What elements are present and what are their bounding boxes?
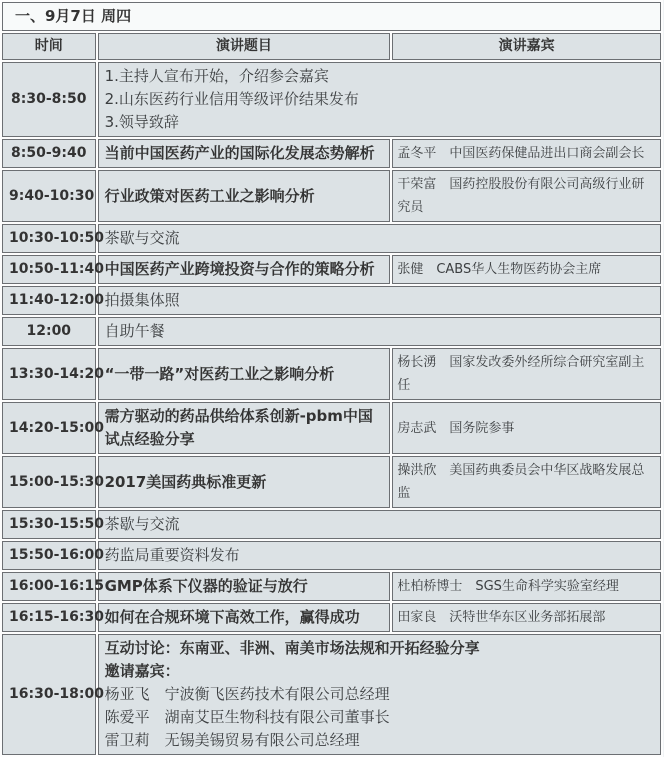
topic-cell (98, 170, 391, 222)
topic-line: 自助午餐 (104, 322, 165, 340)
schedule-row (2, 348, 661, 400)
topic-line: 1.主持人宣布开始，介绍参会嘉宾 (104, 67, 329, 85)
schedule-row (2, 170, 661, 222)
topic-line: 3.领导致辞 (104, 113, 179, 131)
guest-cell: 田家良 沃特世华东区业务部拓展部 (392, 603, 661, 632)
schedule-row (2, 572, 661, 601)
page-title: 一、9月7日 周四 (2, 2, 661, 31)
topic-line: 2017美国药典标准更新 (104, 472, 267, 491)
topic-line: 2.山东医药行业信用等级评价结果发布 (104, 90, 359, 108)
topic-cell (98, 572, 391, 601)
topic-line: 雷卫莉 无锡美锡贸易有限公司总经理 (104, 731, 360, 749)
topic-cell (98, 634, 661, 755)
time-cell: 10:30-10:50 (2, 224, 96, 253)
topic-line: 邀请嘉宾： (104, 662, 180, 680)
time-cell: 16:30-18:00 (2, 634, 96, 755)
guest-cell: 杜柏桥博士 SGS生命科学实验室经理 (392, 572, 661, 601)
topic-cell (98, 62, 661, 137)
schedule-row (2, 541, 661, 570)
guest-cell: 孟冬平 中国医药保健品进出口商会副会长 (392, 139, 661, 168)
schedule-row (2, 139, 661, 168)
time-cell: 15:30-15:50 (2, 510, 96, 539)
time-cell: 12:00 (2, 317, 96, 346)
topic-line: 茶歇与交流 (104, 515, 180, 533)
topic-line: 陈爱平 湖南艾臣生物科技有限公司董事长 (104, 708, 390, 726)
time-cell: 9:40-10:30 (2, 170, 96, 222)
time-cell: 10:50-11:40 (2, 255, 96, 284)
topic-cell (98, 456, 391, 508)
topic-cell (98, 317, 661, 346)
time-cell: 8:30-8:50 (2, 62, 96, 137)
topic-line: GMP体系下仪器的验证与放行 (104, 577, 308, 595)
time-cell: 15:00-15:30 (2, 456, 96, 508)
time-cell: 16:00-16:15 (2, 572, 96, 601)
time-cell: 16:15-16:30 (2, 603, 96, 632)
guest-cell: 杨长湧 国家发改委外经所综合研究室副主任 (392, 348, 661, 400)
topic-line: “一带一路”对医药工业之影响分析 (104, 364, 335, 383)
schedule-row (2, 317, 661, 346)
schedule-row (2, 224, 661, 253)
topic-cell (98, 286, 661, 315)
topic-line: 如何在合规环境下高效工作，赢得成功 (104, 608, 360, 626)
guest-cell: 房志武 国务院参事 (392, 402, 661, 454)
topic-cell (98, 224, 661, 253)
topic-line: 行业政策对医药工业之影响分析 (104, 186, 315, 205)
guest-cell: 张健 CABS华人生物医药协会主席 (392, 255, 661, 284)
topic-cell (98, 541, 661, 570)
schedule-row (2, 286, 661, 315)
schedule-row (2, 603, 661, 632)
topic-cell (98, 402, 391, 454)
guest-cell: 干荣富 国药控股股份有限公司高级行业研究员 (392, 170, 661, 222)
time-cell: 13:30-14:20 (2, 348, 96, 400)
topic-line: 互动讨论：东南亚、非洲、南美市场法规和开拓经验分享 (104, 639, 480, 657)
topic-line: 中国医药产业跨境投资与合作的策略分析 (104, 260, 375, 278)
schedule-row (2, 510, 661, 539)
schedule-row (2, 402, 661, 454)
topic-line: 拍摄集体照 (104, 291, 180, 309)
schedule-row (2, 62, 661, 137)
time-cell: 14:20-15:00 (2, 402, 96, 454)
topic-cell (98, 255, 391, 284)
col-header-topic: 演讲题目 (98, 33, 391, 60)
schedule-body (2, 62, 661, 755)
topic-cell (98, 139, 391, 168)
topic-cell (98, 603, 391, 632)
time-cell: 11:40-12:00 (2, 286, 96, 315)
topic-line: 当前中国医药产业的国际化发展态势解析 (104, 144, 375, 162)
table-header-row (2, 33, 661, 60)
schedule-row (2, 456, 661, 508)
topic-line: 需方驱动的药品供给体系创新-pbm中国试点经验分享 (104, 407, 373, 448)
schedule-row (2, 255, 661, 284)
schedule-row (2, 634, 661, 755)
topic-line: 药监局重要资料发布 (104, 546, 240, 564)
time-cell: 15:50-16:00 (2, 541, 96, 570)
topic-cell (98, 510, 661, 539)
topic-cell (98, 348, 391, 400)
section-title-row (2, 2, 661, 31)
col-header-time: 时间 (2, 33, 96, 60)
time-cell: 8:50-9:40 (2, 139, 96, 168)
topic-line: 杨亚飞 宁波衡飞医药技术有限公司总经理 (104, 685, 390, 703)
col-header-guest: 演讲嘉宾 (392, 33, 661, 60)
guest-cell: 操洪欣 美国药典委员会中华区战略发展总监 (392, 456, 661, 508)
topic-line: 茶歇与交流 (104, 229, 180, 247)
